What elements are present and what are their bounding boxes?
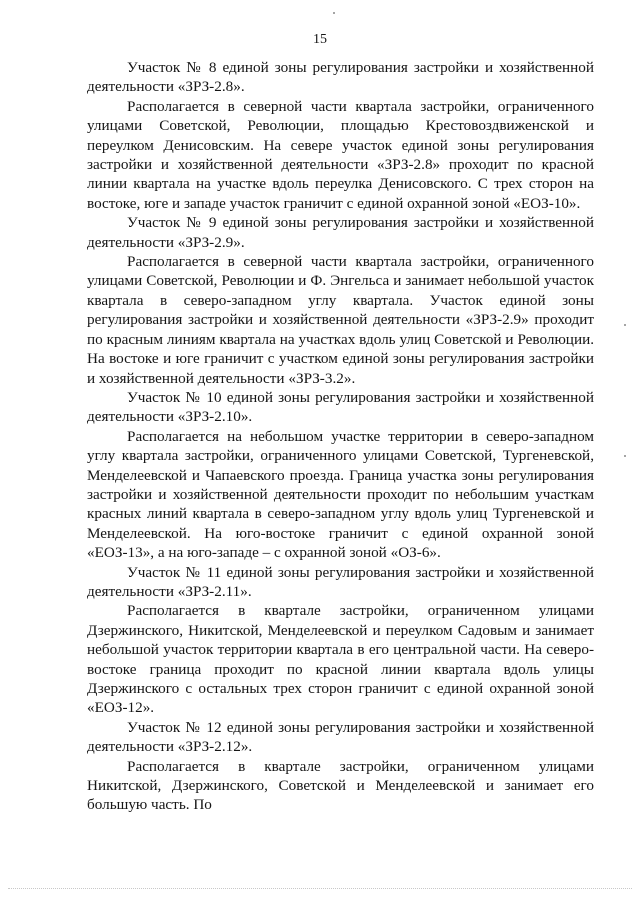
section-text-12: Располагается в квартале застройки, ограниченном улицами Никитской, Дзержинского, Советской и Менделеевской и занимает его большую часть. По [87,757,594,814]
section-heading-11: Участок № 11 единой зоны регулирования застройки и хозяйственной деятельности «ЗРЗ-2.11». [87,563,594,600]
section-heading-12: Участок № 12 единой зоны регулирования застройки и хозяйственной деятельности «ЗРЗ-2.12». [87,718,594,756]
scan-speck [624,324,626,326]
scan-edge-noise [8,888,632,889]
document-body [87,58,594,815]
section-text-10: Располагается на небольшом участке территории в северо-западном углу квартала застройки, ограниченного улицами Советской, Тургеневской, Менделеевской и Чапаевского проезда. Граница участка зоны регулирования застройки и хозяйственной деятельности проходит по небольшим участкам красных линий квартала в северо-западном углу вдоль улиц Тургеневской и Менделеевской. На юго-востоке граничит с единой охранной зоной «ЕОЗ-13», а на юго-западе – с охранной зоной «ОЗ-6». [87,427,594,562]
section-heading-9: Участок № 9 единой зоны регулирования застройки и хозяйственной деятельности «ЗРЗ-2.9». [87,214,594,251]
scan-speck [333,12,335,14]
section-text-11: Располагается в квартале застройки, ограниченном улицами Дзержинского, Никитской, Менделеевской и переулком Садовым и занимает небольшой участок территории квартала в его центральной части. На северо-востоке граница проходит по красной линии квартала вдоль улицы Дзержинского с остальных трех сторон граничит с единой охранной зоной «ЕОЗ-12». [87,602,594,717]
section-heading-8: Участок № 8 единой зоны регулирования застройки и хозяйственной деятельности «ЗРЗ-2.8». [87,59,594,96]
section-heading-10: Участок № 10 единой зоны регулирования застройки и хозяйственной деятельности «ЗРЗ-2.10». [87,388,594,426]
section-text-9: Располагается в северной части квартала застройки, ограниченного улицами Советской, Революции и Ф. Энгельса и занимает небольшой участок квартала в северо-западном углу квартала. Участок единой зоны регулирования застройки и хозяйственной деятельности «ЗРЗ-2.9» проходит по красным линиям квартала на участках вдоль улиц Советской и Революции. На востоке и юге граничит с участком единой зоны регулирования застройки и хозяйственной деятельности «ЗРЗ-3.2». [87,253,594,387]
section-text-8: Располагается в северной части квартала застройки, ограниченного улицами Советской, Революции, площадью Крестовоздвиженской и переулком Денисовским. На севере участок единой зоны регулирования застройки и хозяйственной деятельности «ЗРЗ-2.8» проходит по красной линии квартала на участке вдоль переулка Денисовского. С трех сторон на востоке, юге и западе участок граничит с единой охранной зоной «ЕОЗ-10». [87,97,594,212]
scan-speck [624,455,626,457]
page-number: 15 [313,32,327,47]
